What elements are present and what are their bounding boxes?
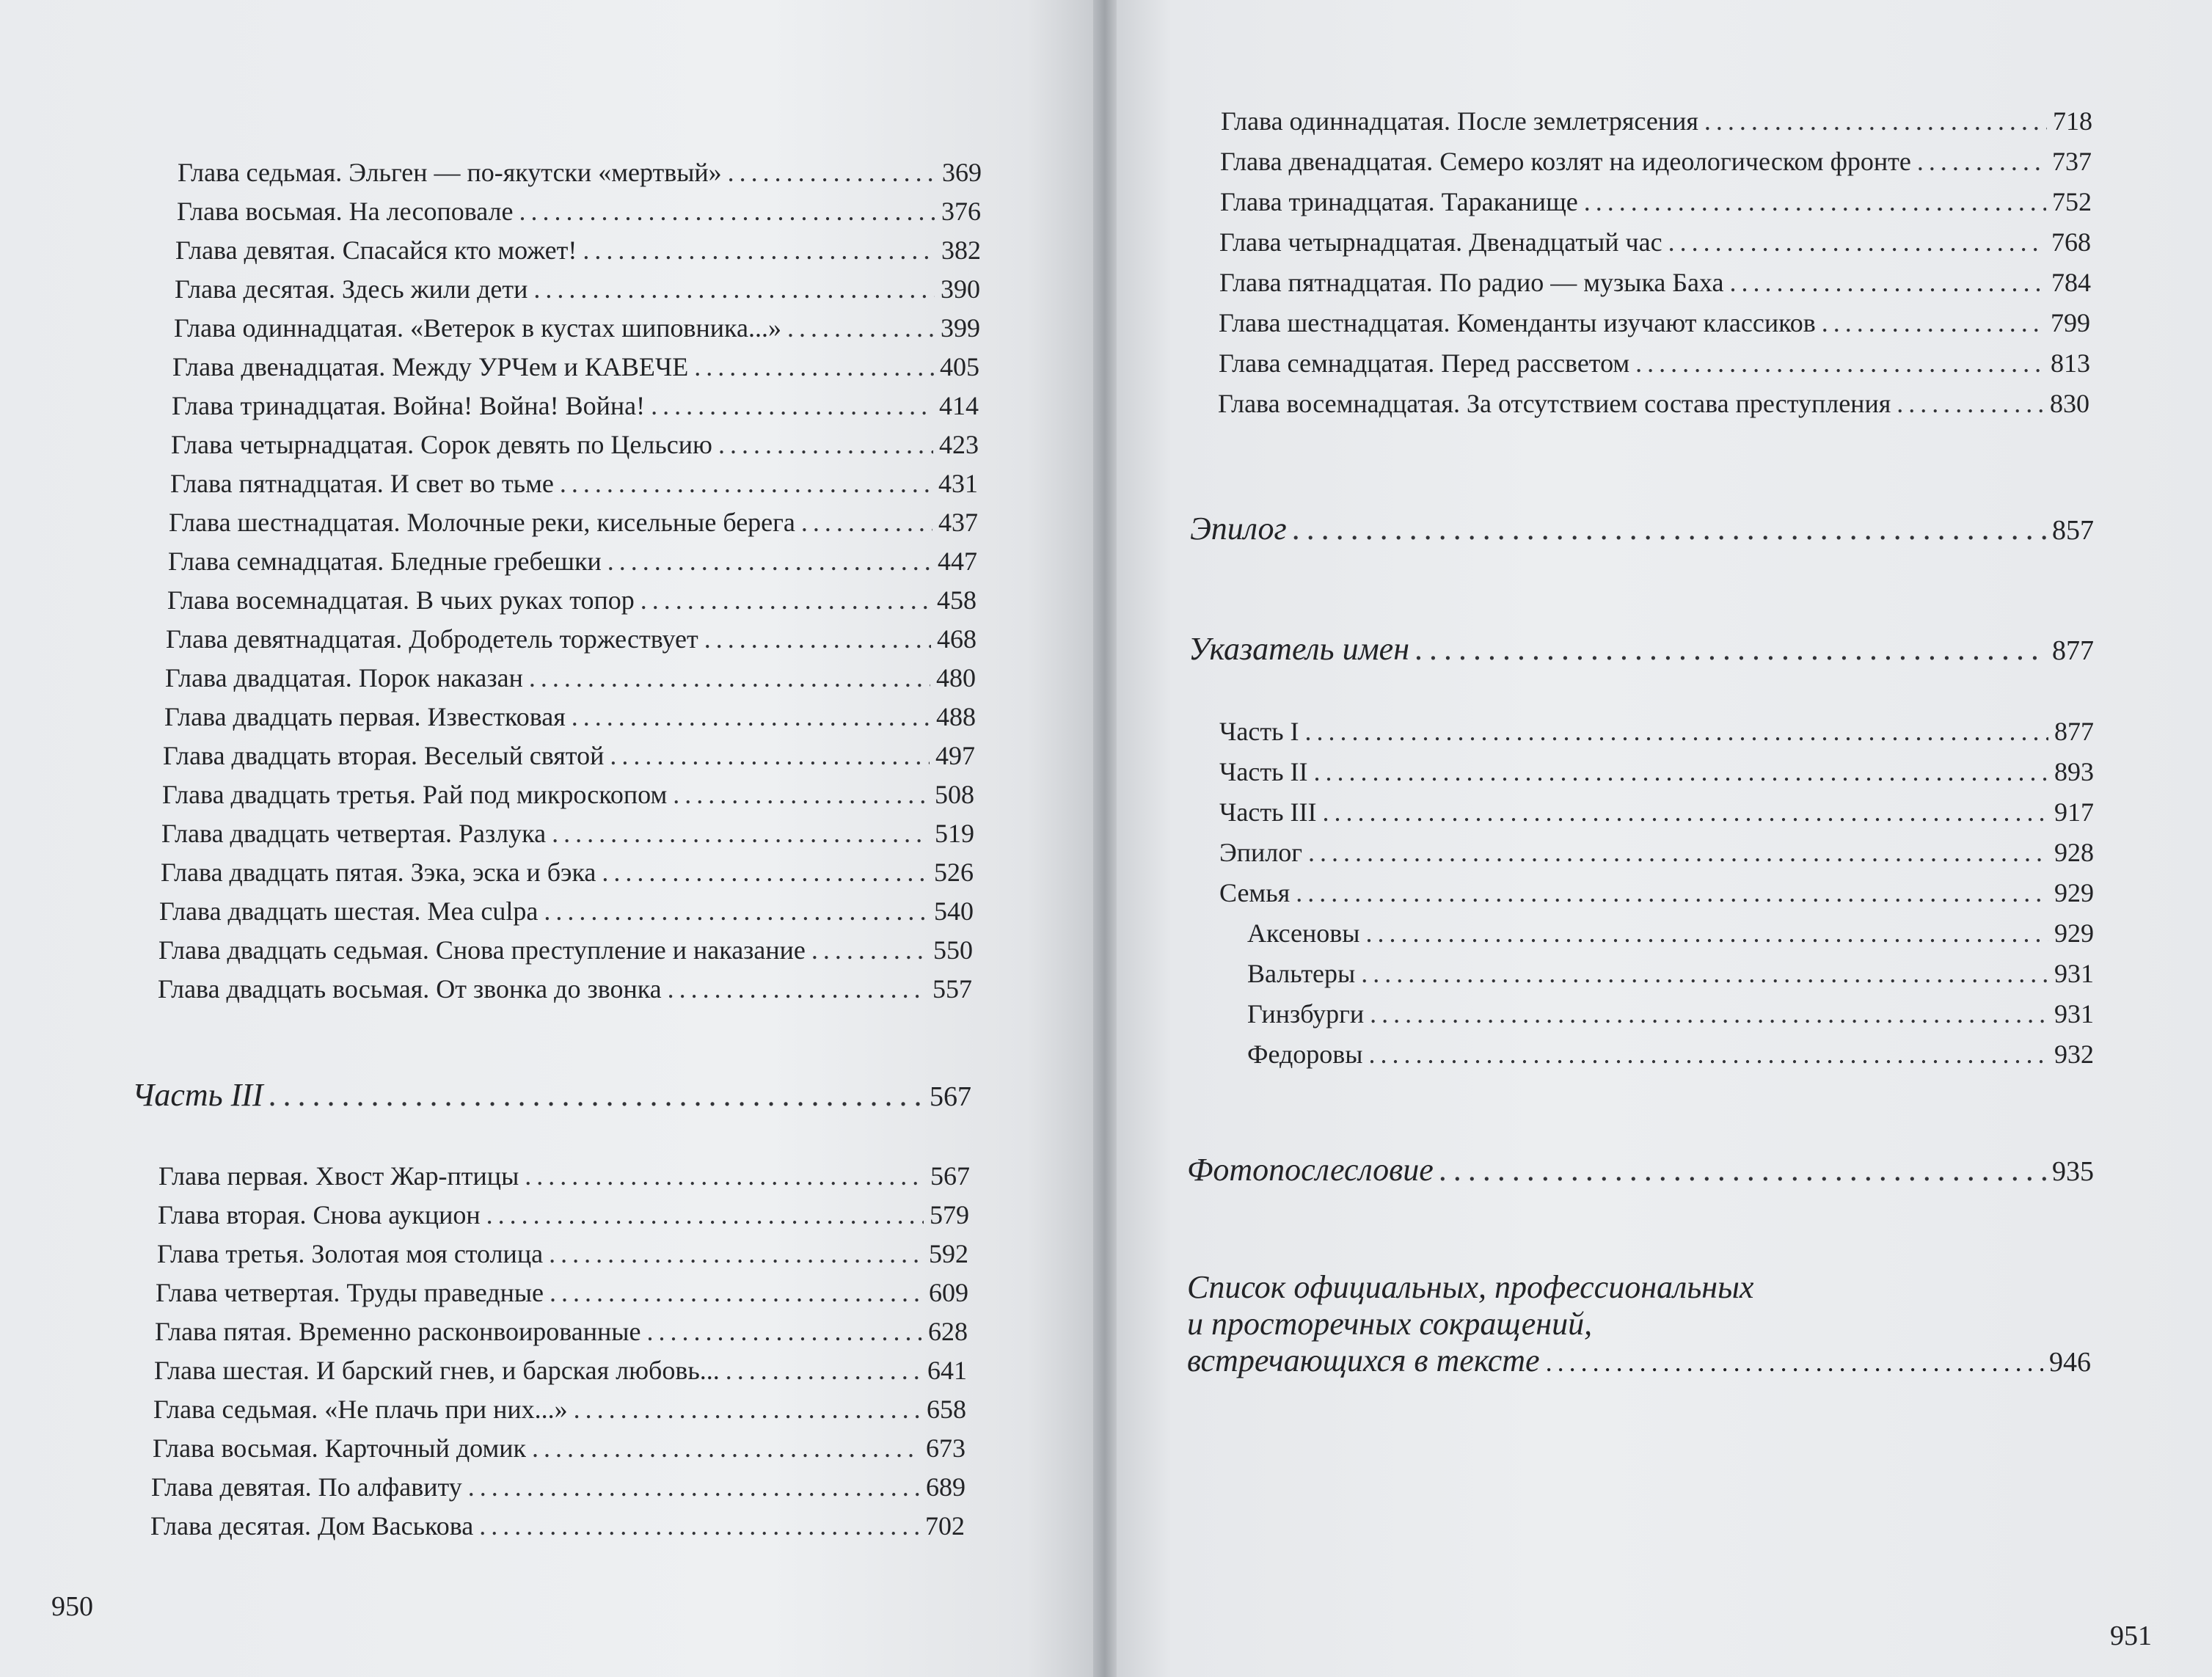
toc-entry-page-number: 702 <box>925 1511 965 1541</box>
dot-leader <box>704 622 931 656</box>
dot-leader <box>1415 629 2046 669</box>
toc-entry-title: Глава вторая. Снова аукцион <box>158 1200 481 1230</box>
dot-leader <box>602 855 928 889</box>
toc-entry-index-part[interactable] <box>1219 755 2094 789</box>
toc-entry-chapter[interactable] <box>175 233 981 267</box>
toc-entry-title: Глава пятнадцатая. По радио — музыка Баха <box>1219 268 1724 297</box>
toc-entry-title: Глава семнадцатая. Бледные гребешки <box>168 547 602 576</box>
dot-leader <box>1361 957 2048 990</box>
toc-entry-chapter[interactable] <box>166 622 977 656</box>
toc-entry-title: Глава двадцать пятая. Зэка, эска и бэка <box>161 858 596 887</box>
toc-entry-title: Глава двадцать третья. Рай под микроскопом <box>162 780 668 809</box>
dot-leader <box>1368 1037 2048 1071</box>
dot-leader <box>718 428 933 461</box>
toc-entry-page-number: 877 <box>2052 635 2094 666</box>
toc-entry-page-number: 813 <box>2051 348 2090 378</box>
toc-entry-page-number: 752 <box>2052 187 2092 216</box>
toc-entry-title: Глава двенадцатая. Семеро козлят на идеологическом фронте <box>1220 147 1911 176</box>
toc-entry-chapter[interactable] <box>169 505 978 539</box>
toc-entry-chapter[interactable] <box>172 389 979 423</box>
toc-entry-page-number: 830 <box>2050 389 2089 418</box>
toc-entry-chapter[interactable] <box>165 661 976 695</box>
toc-entry-chapter[interactable] <box>156 1276 968 1309</box>
toc-entry-chapter[interactable] <box>150 1509 965 1543</box>
dot-leader <box>533 272 935 306</box>
toc-entry-part-3[interactable] <box>132 1075 971 1117</box>
toc-entry-title: Глава тринадцатая. Тараканище <box>1220 187 1578 216</box>
toc-entry-page-number: 526 <box>934 858 974 887</box>
toc-entry-title: Часть III <box>1219 797 1317 827</box>
toc-entry-page-number: 519 <box>935 819 974 848</box>
dot-leader <box>550 1276 923 1309</box>
toc-entry-page-number: 673 <box>926 1433 966 1463</box>
dot-leader <box>479 1509 919 1543</box>
dot-leader <box>1313 755 2048 789</box>
toc-entry-page-number: 893 <box>2054 757 2094 786</box>
toc-entry-page-number: 540 <box>934 896 974 926</box>
toc-entry-page-number: 414 <box>939 391 979 420</box>
toc-entry-title: Эпилог <box>1190 511 1287 547</box>
dot-leader <box>583 233 935 267</box>
toc-entry-page-number: 718 <box>2053 106 2092 136</box>
toc-entry-page-number: 567 <box>930 1081 971 1112</box>
dot-leader <box>269 1075 924 1115</box>
toc-entry-chapter[interactable] <box>158 1198 969 1232</box>
dot-leader <box>673 778 929 811</box>
toc-entry-chapter[interactable] <box>154 1353 967 1387</box>
dot-leader <box>668 972 927 1006</box>
toc-entry-chapter[interactable] <box>158 933 973 967</box>
toc-entry-page-number: 928 <box>2054 838 2094 867</box>
toc-entry-chapter[interactable] <box>157 1237 968 1271</box>
toc-entry-title: Глава двадцать восьмая. От звонка до звонка <box>158 974 662 1004</box>
dot-leader <box>1897 387 2044 420</box>
toc-entry-title: Глава восьмая. На лесоповале <box>177 197 514 226</box>
toc-entry-family[interactable] <box>1247 997 2094 1031</box>
toc-entry-title: Глава четвертая. Труды праведные <box>156 1278 544 1307</box>
toc-entry-chapter[interactable] <box>1219 225 2091 259</box>
dot-leader <box>726 1353 921 1387</box>
toc-entry-chapter[interactable] <box>159 894 974 928</box>
toc-entry-chapter[interactable] <box>1220 145 2092 178</box>
toc-entry-page-number: 929 <box>2054 918 2094 948</box>
toc-entry-title: Глава восьмая. Карточный домик <box>153 1433 527 1463</box>
toc-entry-index-part[interactable] <box>1219 795 2094 829</box>
abbreviations-page-number: 946 <box>2049 1347 2091 1378</box>
toc-entry-title: Глава одиннадцатая. «Ветерок в кустах шиповника...» <box>174 313 781 343</box>
toc-entry-title: Глава пятнадцатая. И свет во тьме <box>170 469 554 498</box>
toc-entry-title: Глава двадцать шестая. Mea culpa <box>159 896 539 926</box>
abbreviations-line-1: Список официальных, профессиональных <box>1187 1269 1754 1305</box>
toc-entry-title: Глава шестнадцатая. Молочные реки, кисельные берега <box>169 508 795 537</box>
dot-leader <box>694 350 934 384</box>
dot-leader <box>1305 715 2049 748</box>
toc-entry-page-number: 458 <box>937 585 977 615</box>
toc-entry-photo-afterword[interactable] <box>1187 1150 2094 1191</box>
book-gutter <box>1093 0 1117 1677</box>
toc-entry-page-number: 857 <box>2052 515 2094 546</box>
toc-entry-page-number: 932 <box>2054 1040 2094 1069</box>
toc-entry-title: Глава седьмая. «Не плачь при них...» <box>153 1395 568 1424</box>
dot-leader <box>1730 266 2045 299</box>
dot-leader <box>544 894 928 928</box>
dot-leader <box>532 1431 920 1465</box>
toc-entry-chapter[interactable] <box>172 350 979 384</box>
toc-entry-title: Глава двадцать четвертая. Разлука <box>161 819 547 848</box>
toc-entry-title: Часть I <box>1219 717 1299 746</box>
toc-entry-title: Фотопослесловие <box>1187 1152 1434 1188</box>
toc-entry-page-number: 480 <box>936 663 976 693</box>
toc-entry-page-number: 567 <box>930 1161 970 1191</box>
toc-entry-chapter[interactable] <box>168 544 977 578</box>
toc-entry-page-number: 592 <box>929 1239 968 1268</box>
toc-entry-chapter[interactable] <box>162 778 974 811</box>
toc-entry-page-number: 376 <box>941 197 981 226</box>
toc-entry-chapter[interactable] <box>161 816 974 850</box>
toc-entry-chapter[interactable] <box>158 1159 970 1193</box>
toc-entry-page-number: 399 <box>941 313 980 343</box>
toc-entry-chapter[interactable] <box>1219 266 2091 299</box>
dot-leader <box>552 816 929 850</box>
dot-leader <box>1370 997 2048 1031</box>
toc-entry-page-number: 658 <box>927 1395 966 1424</box>
toc-entry-title: Глава двадцать седьмая. Снова преступление и наказание <box>158 935 806 965</box>
toc-entry-page-number: 609 <box>929 1278 968 1307</box>
toc-entry-index-part[interactable] <box>1219 836 2094 869</box>
toc-entry-chapter[interactable] <box>1220 185 2092 219</box>
toc-entry-page-number: 557 <box>932 974 972 1004</box>
toc-entry-page-number: 737 <box>2052 147 2092 176</box>
toc-entry-page-number: 382 <box>941 235 981 265</box>
toc-entry-title: Глава восемнадцатая. В чьих руках топор <box>167 585 635 615</box>
dot-leader <box>728 156 936 189</box>
toc-entry-title: Глава семнадцатая. Перед рассветом <box>1219 348 1630 378</box>
dot-leader <box>1296 876 2048 910</box>
toc-entry-page-number: 437 <box>938 508 978 537</box>
toc-entry-title: Вальтеры <box>1247 959 1356 988</box>
toc-entry-title: Глава двадцатая. Порок наказан <box>165 663 523 693</box>
toc-entry-title: Часть III <box>132 1077 263 1113</box>
toc-entry-chapter[interactable] <box>174 311 980 345</box>
toc-entry-chapter[interactable] <box>153 1431 966 1465</box>
toc-entry-page-number: 488 <box>936 702 976 731</box>
dot-leader <box>811 933 927 967</box>
dot-leader <box>1322 795 2048 829</box>
abbreviations-line-3: встречающихся в тексте <box>1187 1342 1540 1378</box>
toc-entry-family[interactable] <box>1247 916 2094 950</box>
toc-entry-page-number: 931 <box>2054 959 2094 988</box>
dot-leader <box>1668 225 2045 259</box>
toc-entry-title: Глава третья. Золотая моя столица <box>157 1239 544 1268</box>
toc-entry-page-number: 929 <box>2054 878 2094 907</box>
toc-entry-page-number: 768 <box>2051 227 2091 257</box>
dot-leader <box>1546 1344 2043 1381</box>
dot-leader <box>651 389 933 423</box>
toc-entry-chapter[interactable] <box>1219 346 2090 380</box>
toc-entry-title: Эпилог <box>1219 838 1303 867</box>
toc-entry-title: Глава шестнадцатая. Коменданты изучают классиков <box>1219 308 1816 337</box>
toc-entry-page-number: 641 <box>927 1356 967 1385</box>
dot-leader <box>607 544 932 578</box>
toc-entry-page-number: 550 <box>933 935 973 965</box>
dot-leader <box>486 1198 924 1232</box>
page-number-left: 950 <box>51 1591 93 1622</box>
toc-entry-epilogue[interactable] <box>1190 509 2094 550</box>
toc-entry-chapter[interactable] <box>155 1315 968 1348</box>
toc-entry-page-number: 423 <box>939 430 979 459</box>
dot-leader <box>801 505 932 539</box>
page-number-right: 951 <box>2110 1621 2152 1651</box>
toc-entry-title: Федоровы <box>1247 1040 1363 1069</box>
dot-leader <box>560 467 932 500</box>
toc-entry-title: Глава десятая. Здесь жили дети <box>175 274 528 304</box>
dot-leader <box>468 1470 920 1504</box>
toc-entry-title: Часть II <box>1219 757 1308 786</box>
toc-entry-title: Глава четырнадцатая. Сорок девять по Цельсию <box>171 430 712 459</box>
dot-leader <box>574 1392 921 1426</box>
dot-leader <box>787 311 935 345</box>
toc-entry-title: Глава девятнадцатая. Добродетель торжествует <box>166 624 698 654</box>
toc-entry-page-number: 917 <box>2054 797 2094 827</box>
abbreviations-line-2: и просторечных сокращений, <box>1187 1306 1593 1342</box>
toc-entry-chapter[interactable] <box>170 467 978 500</box>
toc-entry-page-number: 877 <box>2054 717 2094 746</box>
toc-entry-name-index[interactable] <box>1189 629 2094 671</box>
toc-entry-chapter[interactable] <box>158 972 972 1006</box>
toc-entry-chapter[interactable] <box>163 739 975 772</box>
toc-entry-chapter[interactable] <box>1219 306 2090 340</box>
toc-entry-page-number: 799 <box>2051 308 2090 337</box>
toc-entry-abbreviations[interactable] <box>1187 1269 2091 1381</box>
toc-entry-page-number: 369 <box>942 158 982 187</box>
toc-entry-title: Аксеновы <box>1247 918 1360 948</box>
toc-entry-title: Глава восемнадцатая. За отсутствием состава преступления <box>1218 389 1891 418</box>
toc-entry-index-part[interactable] <box>1219 715 2094 748</box>
toc-entry-title: Глава одиннадцатая. После землетрясения <box>1221 106 1698 136</box>
toc-entry-page-number: 497 <box>935 741 975 770</box>
toc-entry-title: Глава тринадцатая. Война! Война! Война! <box>172 391 646 420</box>
toc-entry-chapter[interactable] <box>175 272 980 306</box>
dot-leader <box>1365 916 2048 950</box>
dot-leader <box>525 1159 924 1193</box>
dot-leader <box>519 194 936 228</box>
toc-entry-chapter[interactable] <box>178 156 982 189</box>
dot-leader <box>529 661 930 695</box>
dot-leader <box>572 700 930 734</box>
toc-entry-page-number: 431 <box>938 469 978 498</box>
toc-entry-family[interactable] <box>1247 1037 2094 1071</box>
dot-leader <box>1439 1150 2046 1190</box>
toc-entry-chapter[interactable] <box>153 1392 966 1426</box>
toc-entry-chapter[interactable] <box>177 194 981 228</box>
toc-entry-chapter[interactable] <box>167 583 977 617</box>
toc-entry-page-number: 390 <box>941 274 980 304</box>
dot-leader <box>1293 509 2046 549</box>
toc-entry-title: Глава седьмая. Эльген — по-якутски «мертвый» <box>178 158 722 187</box>
dot-leader <box>1584 185 2046 219</box>
toc-entry-title: Глава шестая. И барский гнев, и барская любовь... <box>154 1356 720 1385</box>
dot-leader <box>640 583 931 617</box>
toc-entry-title: Глава пятая. Временно расконвоированные <box>155 1317 641 1346</box>
toc-entry-chapter[interactable] <box>151 1470 966 1504</box>
toc-entry-family[interactable] <box>1247 957 2094 990</box>
dot-leader <box>1822 306 2045 340</box>
toc-entry-title: Глава десятая. Дом Васькова <box>150 1511 474 1541</box>
toc-entry-chapter[interactable] <box>171 428 979 461</box>
toc-entry-title: Глава первая. Хвост Жар-птицы <box>158 1161 519 1191</box>
toc-entry-title: Глава двенадцатая. Между УРЧем и КАВЕЧЕ <box>172 352 689 381</box>
dot-leader <box>549 1237 923 1271</box>
toc-entry-title: Глава двадцать первая. Известковая <box>164 702 566 731</box>
toc-entry-title: Глава девятая. Спасайся кто может! <box>175 235 577 265</box>
toc-entry-page-number: 784 <box>2051 268 2091 297</box>
dot-leader <box>1704 104 2047 138</box>
dot-leader <box>1308 836 2048 869</box>
dot-leader <box>1635 346 2045 380</box>
toc-entry-chapter[interactable] <box>161 855 974 889</box>
toc-entry-page-number: 935 <box>2052 1156 2094 1187</box>
toc-entry-page-number: 931 <box>2054 999 2094 1029</box>
dot-leader <box>1917 145 2046 178</box>
toc-entry-chapter[interactable] <box>1221 104 2092 138</box>
toc-entry-chapter[interactable] <box>1218 387 2089 420</box>
toc-entry-title: Указатель имен <box>1189 631 1410 667</box>
toc-entry-title: Глава двадцать вторая. Веселый святой <box>163 741 605 770</box>
toc-entry-index-part[interactable] <box>1219 876 2094 910</box>
toc-entry-page-number: 468 <box>937 624 977 654</box>
dot-leader <box>646 1315 922 1348</box>
toc-entry-chapter[interactable] <box>164 700 976 734</box>
toc-entry-title: Семья <box>1219 878 1291 907</box>
toc-entry-title: Глава девятая. По алфавиту <box>151 1472 462 1502</box>
dot-leader <box>610 739 930 772</box>
toc-entry-page-number: 689 <box>926 1472 966 1502</box>
toc-entry-page-number: 447 <box>938 547 977 576</box>
toc-entry-page-number: 579 <box>930 1200 969 1230</box>
toc-entry-page-number: 628 <box>928 1317 968 1346</box>
toc-entry-page-number: 405 <box>940 352 979 381</box>
toc-entry-page-number: 508 <box>935 780 974 809</box>
toc-entry-title: Гинзбурги <box>1247 999 1365 1029</box>
toc-entry-title: Глава четырнадцатая. Двенадцатый час <box>1219 227 1662 257</box>
